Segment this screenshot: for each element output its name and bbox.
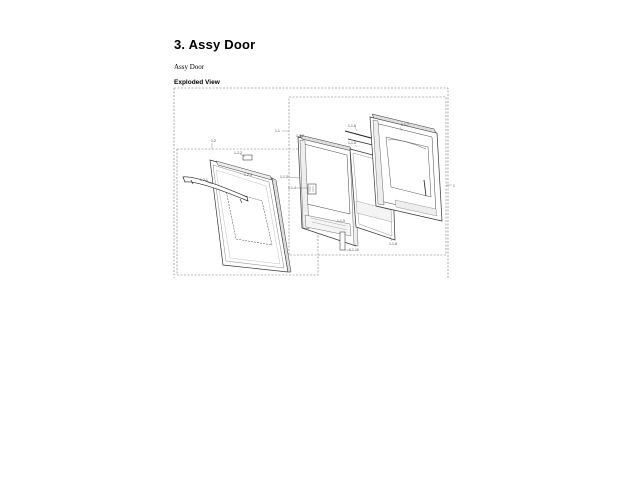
label-inner-assy: 1-1 [275, 129, 280, 133]
hinge-part [340, 232, 345, 250]
inner-door-frame [298, 137, 358, 246]
label-clip: 1-2-2 [234, 151, 242, 155]
label-back-side: 1-1-8 [389, 242, 397, 246]
label-gasket: 1-1-9 [337, 219, 345, 223]
label-handle: 1-2-1 [200, 178, 208, 182]
label-outer-assy: 1-2 [211, 139, 216, 143]
label-assembly: 1 [453, 184, 455, 188]
label-hinge: 1-1-10 [349, 248, 359, 252]
label-inner-glass: 1-1-5 [348, 141, 356, 145]
label-bracket: 1-1-4 [288, 186, 296, 190]
page-subtitle: Assy Door [174, 63, 205, 71]
clip-part [243, 155, 252, 160]
label-frame-top: 1-1-2 [296, 134, 304, 138]
label-outer-trim: 1-2-3 [244, 173, 252, 177]
label-frame-side: 1-1-3 [280, 175, 288, 179]
label-rod: 1-1-6 [348, 124, 356, 128]
section-heading: Exploded View [174, 79, 220, 86]
bracket-part [308, 184, 316, 194]
back-frame [370, 114, 442, 221]
page-title: 3. Assy Door [174, 37, 256, 52]
label-back-top: 1-1-7 [401, 123, 409, 127]
